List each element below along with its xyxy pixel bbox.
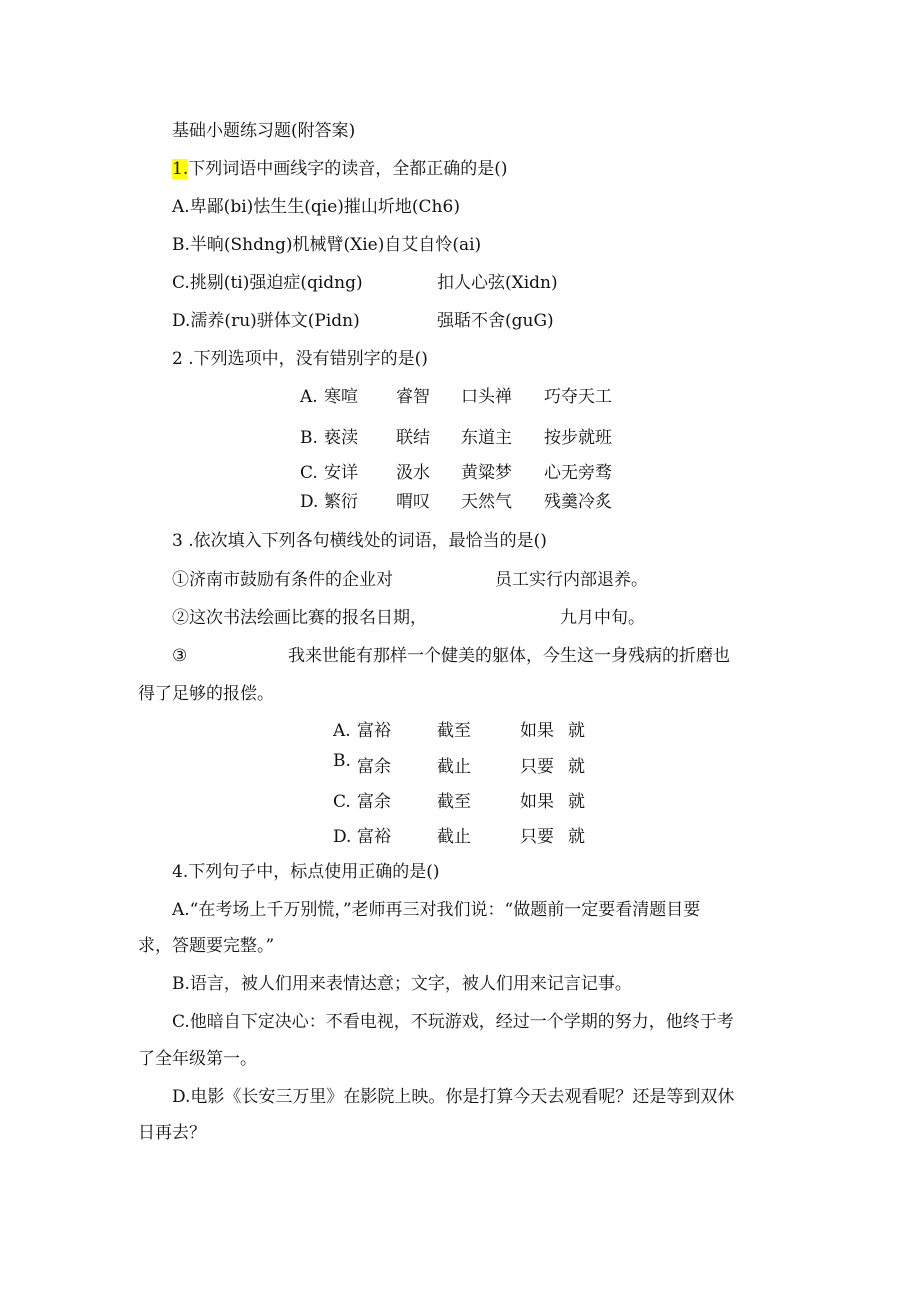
q3-option-b-label: B.: [333, 751, 351, 771]
q1-option-d-text: 濡养(ru)骈体文(Pidn): [190, 311, 360, 331]
q1-option-c: [172, 272, 363, 294]
q1-option-b: [172, 234, 481, 256]
q3-sentence-1-part-a: ①济南市鼓励有条件的企业对: [172, 570, 393, 590]
q3-stem: .依次填入下列各句横线处的词语，最恰当的是(): [188, 531, 547, 551]
q2-option-d-word: 喟叹: [396, 492, 430, 512]
q4-option-a-line2: 求，答题要完整。”: [138, 936, 275, 956]
q2-option-b-word: 按步就班: [544, 428, 612, 448]
q4-option-c-line2: 了全年级第一。: [138, 1049, 257, 1069]
q3-sentence-1-part-b: 员工实行内部退养。: [495, 570, 648, 590]
q3-number: 3: [172, 531, 183, 551]
q2-option-a-word: 睿智: [396, 387, 430, 407]
q4-option-d-line1: D.电影《长安三万里》在影院上映。你是打算今天去观看呢？还是等到双休: [172, 1087, 735, 1107]
q3-sentence-3-part-b: 我来世能有那样一个健美的躯体，今生这一身残病的折磨也: [288, 646, 730, 666]
q3-option-d-word: 截止: [437, 827, 471, 847]
q4-option-b: B.语言，被人们用来表情达意；文字，被人们用来记言记事。: [172, 974, 632, 994]
q3-sentence-3-part-c: 得了足够的报偿。: [138, 684, 274, 704]
q2-option-c-label: C.: [300, 463, 318, 483]
q3-option-b-word: 截止: [437, 757, 471, 777]
q3-option-a-word: 如果: [520, 721, 554, 741]
q3-option-b-word: 只要: [520, 757, 554, 777]
q1-option-a-text: 卑鄙(bi)怯生生(qie)摧山圻地(Ch6): [189, 197, 460, 217]
q3-option-a-word: 富裕: [357, 721, 391, 741]
q1-option-d: [172, 310, 360, 332]
q2-option-b-label: B.: [300, 428, 318, 448]
q2-option-d-word: 天然气: [461, 492, 512, 512]
q3-option-a-word: 截至: [437, 721, 471, 741]
q3-option-c-word: 富余: [357, 792, 391, 812]
q1-stem-line: [172, 158, 508, 180]
q4-option-a-line1: A.“在考场上千万别慌，”老师再三对我们说：“做题前一定要看清题目要: [172, 900, 701, 920]
q3-stem-line: [172, 530, 547, 552]
q1-stem: 下列词语中画线字的读音，全都正确的是(): [188, 159, 508, 179]
document-title: 基础小题练习题(附答案): [172, 121, 356, 141]
q1-option-a-label: A.: [172, 197, 190, 217]
q3-option-a-word: 就: [568, 721, 585, 741]
q2-number: 2: [172, 349, 183, 369]
q3-option-d-word: 富裕: [357, 827, 391, 847]
q2-stem: .下列选项中，没有错别字的是(): [188, 349, 428, 369]
q3-option-b-word: 就: [568, 757, 585, 777]
q1-option-d-label: D.: [172, 311, 191, 331]
q4-option-c-line1: C.他暗自下定决心：不看电视，不玩游戏，经过一个学期的努力，他终于考: [172, 1012, 734, 1032]
q3-option-b-word: 富余: [357, 757, 391, 777]
q3-option-c-word: 就: [568, 792, 585, 812]
q3-option-a-label: A.: [333, 721, 351, 741]
q2-option-c-word: 心无旁骛: [544, 463, 612, 483]
q1-option-b-text: 半晌(Shdng)机械臂(Xie)自艾自怜(ai): [189, 235, 482, 255]
q3-option-c-word: 截至: [437, 792, 471, 812]
q2-option-a-word: 口头禅: [461, 387, 512, 407]
q3-option-c-word: 如果: [520, 792, 554, 812]
q2-option-b-word: 东道主: [461, 428, 512, 448]
q1-option-a: [172, 196, 460, 218]
q1-option-c-text2: 扣人心弦(Xidn): [437, 273, 558, 293]
q2-option-d-word: 繁衍: [324, 492, 358, 512]
q3-option-d-word: 只要: [520, 827, 554, 847]
q1-option-c-text: 挑剔(ti)强迫症(qidng): [189, 273, 363, 293]
q4-stem: 4.下列句子中，标点使用正确的是(): [172, 862, 440, 882]
q4-option-d-line2: 日再去？: [138, 1123, 206, 1143]
q3-option-d-word: 就: [568, 827, 585, 847]
q3-sentence-3-part-a: ③: [172, 646, 188, 666]
q1-option-c-label: C.: [172, 273, 190, 293]
q1-option-b-label: B.: [172, 235, 190, 255]
q2-option-c-word: 黄粱梦: [461, 463, 512, 483]
q2-option-b-word: 亵渎: [324, 428, 358, 448]
q2-option-a-label: A.: [300, 387, 318, 407]
q3-option-d-label: D.: [333, 827, 352, 847]
q2-option-a-word: 寒喧: [324, 387, 358, 407]
q2-option-d-word: 残羹冷炙: [544, 492, 612, 512]
q2-option-c-word: 汲水: [396, 463, 430, 483]
q2-option-c-word: 安详: [324, 463, 358, 483]
q3-sentence-2-part-a: ②这次书法绘画比赛的报名日期，: [172, 608, 427, 628]
q3-option-c-label: C.: [333, 792, 351, 812]
q3-sentence-2-part-b: 九月中旬。: [560, 608, 645, 628]
q2-option-d-label: D.: [300, 492, 319, 512]
q2-stem-line: [172, 348, 428, 370]
q1-number-highlight: 1.: [172, 159, 189, 179]
q2-option-a-word: 巧夺天工: [544, 387, 612, 407]
q1-option-d-text2: 强聒不舍(guG): [437, 311, 554, 331]
q2-option-b-word: 联结: [396, 428, 430, 448]
